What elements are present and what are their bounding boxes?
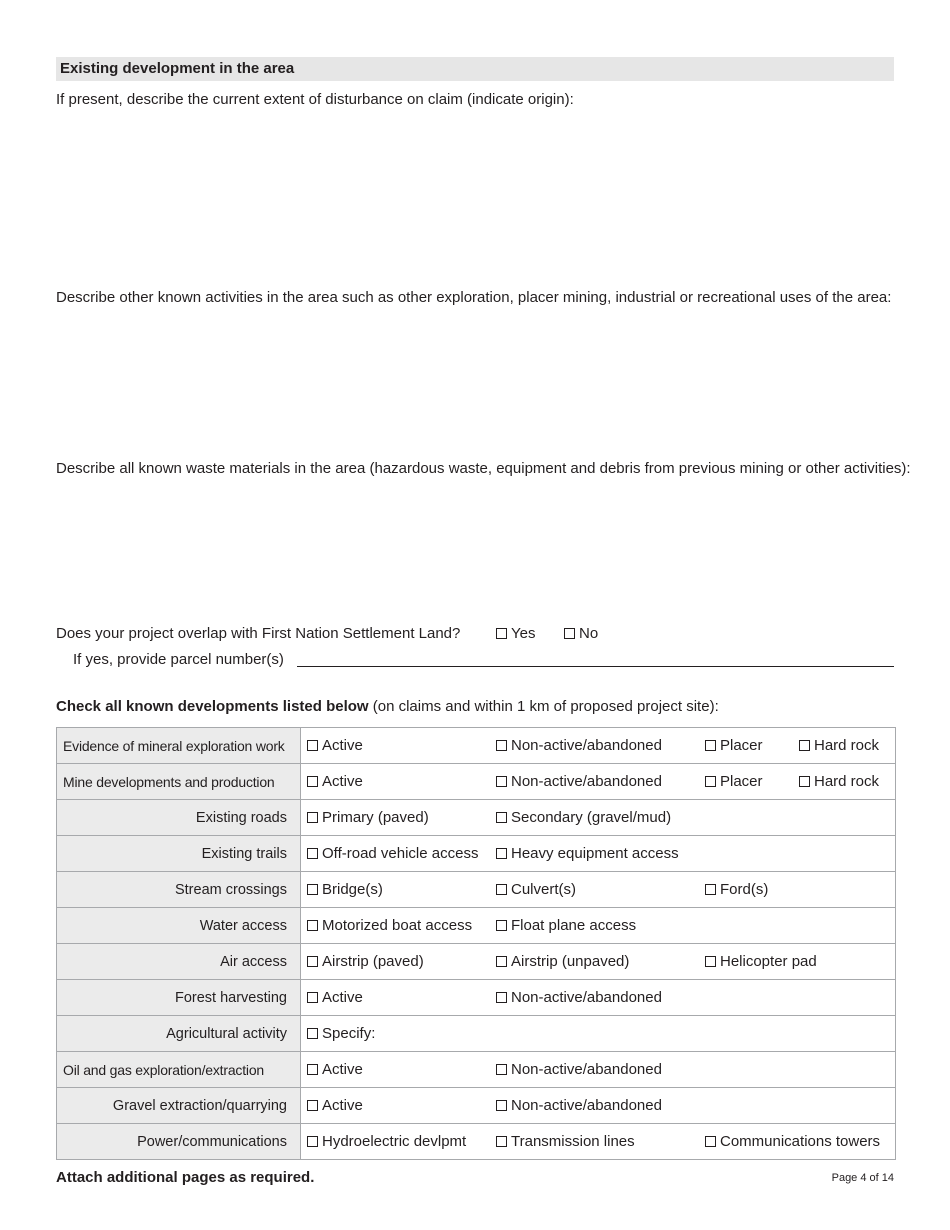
checkbox-option[interactable] — [307, 845, 478, 863]
checkbox-option[interactable] — [705, 737, 763, 755]
checkbox-label: Transmission lines — [511, 1133, 635, 1150]
checkbox[interactable] — [307, 812, 318, 823]
checkbox-label: Helicopter pad — [720, 953, 817, 970]
checkbox-label: Ford(s) — [720, 881, 769, 898]
checkbox[interactable] — [705, 776, 716, 787]
row-options — [301, 1016, 896, 1052]
checkbox-option[interactable] — [799, 737, 879, 755]
checkbox-label: Hard rock — [814, 773, 880, 790]
row-label: Air access — [57, 944, 301, 980]
row-options — [301, 1124, 896, 1160]
row-label: Oil and gas exploration/extraction — [57, 1052, 301, 1088]
checkbox-option[interactable] — [496, 1133, 635, 1151]
checkbox-option[interactable] — [496, 737, 662, 755]
checkbox[interactable] — [496, 740, 507, 751]
checkbox-option[interactable] — [307, 1097, 363, 1115]
row-options — [301, 908, 896, 944]
checkbox-label: Secondary (gravel/mud) — [511, 809, 672, 826]
checkbox[interactable] — [307, 1100, 318, 1111]
table-row — [57, 944, 896, 980]
row-options — [301, 728, 896, 764]
row-label: Mine developments and production — [57, 764, 301, 800]
attach-note: Attach additional pages as required. — [56, 1169, 315, 1186]
checkbox[interactable] — [496, 1136, 507, 1147]
checkbox-option[interactable] — [307, 809, 429, 827]
checkbox-option[interactable] — [307, 1133, 466, 1151]
developments-table — [56, 727, 896, 1160]
checkbox-label: Hydroelectric devlpmt — [322, 1133, 467, 1150]
row-options — [301, 980, 896, 1016]
checkbox-option[interactable] — [307, 773, 363, 791]
settlement-question: Does your project overlap with First Nation Settlement Land? — [56, 625, 461, 642]
checkbox[interactable] — [307, 1064, 318, 1075]
checkbox[interactable] — [307, 848, 318, 859]
checkbox-label: Motorized boat access — [322, 917, 473, 934]
checkbox-label: Non-active/abandoned — [511, 773, 662, 790]
row-label: Agricultural activity — [57, 1016, 301, 1052]
parcel-number-input[interactable] — [297, 666, 894, 667]
checkbox[interactable] — [496, 992, 507, 1003]
row-label: Water access — [57, 908, 301, 944]
row-label: Forest harvesting — [57, 980, 301, 1016]
checkbox-option[interactable] — [307, 1061, 363, 1079]
checkbox[interactable] — [496, 848, 507, 859]
other-activities-question: Describe other known activities in the area such as other exploration, placer mining, industrial or recreational uses of the area: — [56, 289, 892, 306]
checkbox-option[interactable] — [496, 845, 679, 863]
checkbox-label: Culvert(s) — [511, 881, 577, 898]
checkbox-label: Placer — [720, 773, 763, 790]
checkbox[interactable] — [496, 956, 507, 967]
checkbox[interactable] — [799, 776, 810, 787]
checkbox-option[interactable] — [307, 881, 383, 899]
checkbox-label: Float plane access — [511, 917, 637, 934]
checkbox[interactable] — [799, 740, 810, 751]
table-row — [57, 1124, 896, 1160]
table-row — [57, 836, 896, 872]
table-row — [57, 1016, 896, 1052]
row-label: Existing trails — [57, 836, 301, 872]
checkbox[interactable] — [705, 740, 716, 751]
checkbox-label: Communications towers — [720, 1133, 881, 1150]
row-options — [301, 1088, 896, 1124]
checkbox[interactable] — [307, 1136, 318, 1147]
no-label: No — [579, 625, 599, 642]
checkbox[interactable] — [307, 992, 318, 1003]
row-options — [301, 836, 896, 872]
checkbox-label: Hard rock — [814, 737, 880, 754]
checkbox-label: Non-active/abandoned — [511, 1061, 662, 1078]
checkbox-option[interactable] — [496, 917, 636, 935]
table-row — [57, 872, 896, 908]
checkbox[interactable] — [496, 920, 507, 931]
checkbox[interactable] — [496, 1064, 507, 1075]
checkbox-option[interactable] — [307, 953, 424, 971]
checkbox-option[interactable] — [705, 953, 817, 971]
no-checkbox[interactable] — [564, 628, 575, 639]
checkbox-option[interactable] — [307, 989, 363, 1007]
checkbox[interactable] — [705, 1136, 716, 1147]
checkbox-option[interactable] — [496, 1061, 662, 1079]
checkbox-option[interactable] — [496, 1097, 662, 1115]
table-row — [57, 908, 896, 944]
checkbox-option[interactable] — [496, 989, 662, 1007]
row-label: Power/communications — [57, 1124, 301, 1160]
checkbox-option[interactable] — [496, 809, 671, 827]
row-options — [301, 800, 896, 836]
checkbox-option[interactable] — [307, 737, 363, 755]
checkbox-label: Non-active/abandoned — [511, 989, 662, 1006]
checkbox[interactable] — [705, 884, 716, 895]
checkbox-label: Active — [322, 773, 363, 790]
checkbox-option[interactable] — [496, 881, 576, 899]
checkbox-label: Bridge(s) — [322, 881, 383, 898]
checkbox[interactable] — [307, 740, 318, 751]
row-options — [301, 872, 896, 908]
checkbox[interactable] — [705, 956, 716, 967]
checkbox-option[interactable] — [307, 917, 472, 935]
table-row — [57, 800, 896, 836]
checkbox-label: Airstrip (paved) — [322, 953, 424, 970]
page-number: Page 4 of 14 — [831, 1172, 894, 1184]
checkbox-option[interactable] — [799, 773, 879, 791]
checkbox[interactable] — [307, 956, 318, 967]
row-label: Stream crossings — [57, 872, 301, 908]
checkbox[interactable] — [307, 884, 318, 895]
row-label: Existing roads — [57, 800, 301, 836]
parcel-label: If yes, provide parcel number(s) — [73, 651, 284, 668]
checkbox-option[interactable] — [705, 773, 763, 791]
table-row — [57, 728, 896, 764]
checkbox[interactable] — [496, 812, 507, 823]
checkbox-option[interactable] — [496, 773, 662, 791]
checkbox-label: Heavy equipment access — [511, 845, 679, 862]
row-label: Evidence of mineral exploration work — [57, 728, 301, 764]
settlement-yes-option[interactable] — [496, 625, 535, 643]
disturbance-question: If present, describe the current extent of disturbance on claim (indicate origin): — [56, 91, 574, 108]
yes-label: Yes — [511, 625, 536, 642]
checkbox-label: Airstrip (unpaved) — [511, 953, 630, 970]
table-row — [57, 1088, 896, 1124]
checkbox-label: Active — [322, 737, 363, 754]
row-options — [301, 764, 896, 800]
checkbox[interactable] — [496, 776, 507, 787]
checkbox[interactable] — [307, 776, 318, 787]
table-row — [57, 764, 896, 800]
checkbox-label: Non-active/abandoned — [511, 737, 662, 754]
waste-question: Describe all known waste materials in the area (hazardous waste, equipment and debris from previous mining or other activities): — [56, 460, 911, 477]
checkbox-label: Specify: — [322, 1025, 376, 1042]
settlement-no-option[interactable] — [564, 625, 598, 643]
yes-checkbox[interactable] — [496, 628, 507, 639]
checkbox-option[interactable] — [307, 1025, 375, 1043]
checkbox[interactable] — [307, 1028, 318, 1039]
section-title: Existing development in the area — [56, 57, 894, 81]
checkbox-label: Placer — [720, 737, 763, 754]
checkbox-option[interactable] — [705, 1133, 880, 1151]
checkbox[interactable] — [496, 1100, 507, 1111]
checkbox-label: Active — [322, 989, 363, 1006]
developments-heading-bold: Check all known developments listed below — [56, 698, 369, 715]
checkbox-label: Active — [322, 1097, 363, 1114]
checkbox-label: Off-road vehicle access — [322, 845, 479, 862]
checkbox[interactable] — [496, 884, 507, 895]
checkbox-label: Primary (paved) — [322, 809, 429, 826]
row-options — [301, 1052, 896, 1088]
table-row — [57, 1052, 896, 1088]
checkbox-option[interactable] — [705, 881, 768, 899]
checkbox-label: Non-active/abandoned — [511, 1097, 662, 1114]
checkbox-label: Active — [322, 1061, 363, 1078]
row-label: Gravel extraction/quarrying — [57, 1088, 301, 1124]
table-row — [57, 980, 896, 1016]
row-options — [301, 944, 896, 980]
developments-heading-rest: (on claims and within 1 km of proposed project site): — [368, 698, 719, 715]
developments-heading — [56, 698, 719, 716]
checkbox[interactable] — [307, 920, 318, 931]
checkbox-option[interactable] — [496, 953, 629, 971]
